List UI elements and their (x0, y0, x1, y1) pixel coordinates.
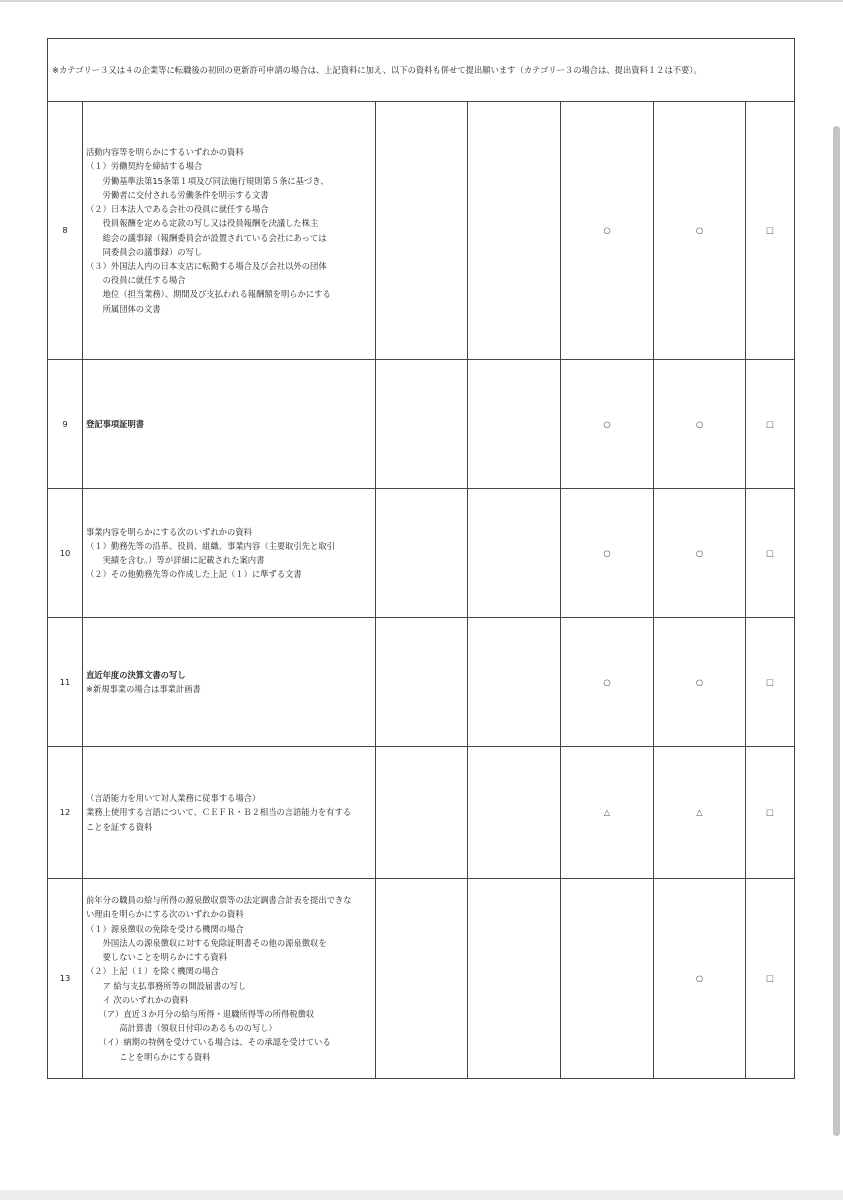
description-line: （３）外国法人内の日本支店に転勤する場合及び会社以外の団体 (86, 260, 327, 271)
description-line: 実績を含む。）等が詳細に記載された案内書 (86, 555, 265, 565)
document-description (83, 618, 376, 747)
description-line: の役員に就任する場合 (86, 275, 186, 286)
mark-cell-col-2 (468, 102, 561, 360)
document-description (83, 360, 376, 489)
description-line: い理由を明らかにする次のいずれかの資料 (86, 909, 244, 920)
description-line: 総会の議事録（報酬委員会が設置されている会社にあっては (86, 232, 327, 243)
document-description (83, 102, 376, 360)
top-divider (0, 0, 843, 2)
mark-cell-col-2 (468, 489, 561, 618)
mark-cell-col-3: △ (561, 747, 654, 879)
row-number: 13 (48, 879, 83, 1079)
description-line: 高計算書（領収日付印のあるものの写し） (86, 1023, 277, 1034)
mark-cell-col-3: ○ (561, 360, 654, 489)
description-line: 労働基準法第15条第１項及び同法施行規則第５条に基づき、 (86, 175, 329, 186)
table-row (48, 618, 795, 747)
checkbox-cell[interactable]: □ (746, 747, 795, 879)
mark-cell-col-2 (468, 747, 561, 879)
description-line: （１）勤務先等の沿革、役員、組織、事業内容（主要取引先と取引 (86, 540, 335, 551)
description-line: 労働者に交付される労働条件を明示する文書 (86, 189, 269, 200)
description-line: （ア）直近３か月分の給与所得・退職所得等の所得税徴収 (86, 1008, 315, 1019)
vertical-scrollbar[interactable] (833, 126, 840, 1136)
document-requirements-table (47, 38, 795, 1079)
mark-cell-col-2 (468, 618, 561, 747)
category-note: ※カテゴリー３又は４の企業等に転職後の初回の更新許可申請の場合は、上記資料に加え、以下の資料も併せて提出願います（カテゴリー３の場合は、提出資料１２は不要）。 (48, 39, 795, 102)
description-line: 同委員会の議事録）の写し (86, 246, 203, 257)
description-line: イ 次のいずれかの資料 (86, 994, 189, 1005)
description-line: （２）上記（１）を除く機関の場合 (86, 966, 219, 977)
mark-cell-col-3: ○ (561, 618, 654, 747)
table-row (48, 747, 795, 879)
mark-cell-col-2 (468, 360, 561, 489)
row-number: 12 (48, 747, 83, 879)
mark-cell-col-3: ○ (561, 102, 654, 360)
description-line: 所属団体の文書 (86, 303, 161, 314)
document-description (83, 747, 376, 879)
mark-cell-col-1 (376, 879, 468, 1079)
description-line: （２）日本法人である会社の役員に就任する場合 (86, 204, 269, 215)
description-line: ※新規事業の場合は事業計画書 (86, 684, 201, 694)
mark-cell-col-3 (561, 879, 654, 1079)
table-row (48, 102, 795, 360)
scrollbar-thumb[interactable] (833, 126, 840, 1136)
checkbox-cell[interactable]: □ (746, 879, 795, 1079)
mark-cell-col-4: ○ (654, 489, 746, 618)
mark-cell-col-4: ○ (654, 618, 746, 747)
mark-cell-col-4: ○ (654, 879, 746, 1079)
mark-cell-col-4: △ (654, 747, 746, 879)
description-line: （言語能力を用いて対人業務に従事する場合） (86, 793, 261, 804)
mark-cell-col-3: ○ (561, 489, 654, 618)
checkbox-cell[interactable]: □ (746, 102, 795, 360)
checkbox-cell[interactable]: □ (746, 489, 795, 618)
description-line: ことを証する資料 (86, 821, 153, 832)
mark-cell-col-1 (376, 360, 468, 489)
description-line: 役員報酬を定める定款の写し又は役員報酬を決議した株主 (86, 218, 319, 229)
description-line: 業務上使用する言語について、ＣＥＦＲ・Ｂ２相当の言語能力を有する (86, 807, 352, 818)
note-row (48, 39, 795, 102)
table-row (48, 879, 795, 1079)
description-line: ことを明らかにする資料 (86, 1051, 211, 1062)
row-number: 9 (48, 360, 83, 489)
row-number: 11 (48, 618, 83, 747)
description-line: 要しないことを明らかにする資料 (86, 952, 228, 963)
description-line: （１）労働契約を締結する場合 (86, 161, 203, 172)
mark-cell-col-1 (376, 489, 468, 618)
description-line: 活動内容等を明らかにするいずれかの資料 (86, 147, 244, 158)
description-line: 外国法人の源泉徴収に対する免除証明書その他の源泉徴収を (86, 937, 327, 948)
description-line: 登記事項証明書 (86, 418, 145, 429)
description-line: （２）その他勤務先等の作成した上記（１）に準ずる文書 (86, 569, 302, 580)
mark-cell-col-1 (376, 618, 468, 747)
mark-cell-col-2 (468, 879, 561, 1079)
description-line: 事業内容を明らかにする次のいずれかの資料 (86, 526, 252, 537)
document-description (83, 489, 376, 618)
description-line: （１）源泉徴収の免除を受ける機関の場合 (86, 923, 244, 934)
mark-cell-col-4: ○ (654, 360, 746, 489)
description-line: （イ）納期の特例を受けている場合は、その承認を受けている (86, 1037, 331, 1048)
row-number: 10 (48, 489, 83, 618)
checkbox-cell[interactable]: □ (746, 618, 795, 747)
description-line: 地位（担当業務）、期間及び支払われる報酬額を明らかにする (86, 289, 331, 300)
mark-cell-col-1 (376, 747, 468, 879)
table-row (48, 360, 795, 489)
document-description (83, 879, 376, 1079)
description-line: 前年分の職員の給与所得の源泉徴収票等の法定調書合計表を提出できな (86, 895, 352, 906)
row-number: 8 (48, 102, 83, 360)
bottom-bar (0, 1190, 843, 1200)
description-line: 直近年度の決算文書の写し (86, 669, 186, 680)
table-row (48, 489, 795, 618)
description-line: ア 給与支払事務所等の開設届書の写し (86, 980, 247, 991)
mark-cell-col-1 (376, 102, 468, 360)
checkbox-cell[interactable]: □ (746, 360, 795, 489)
mark-cell-col-4: ○ (654, 102, 746, 360)
